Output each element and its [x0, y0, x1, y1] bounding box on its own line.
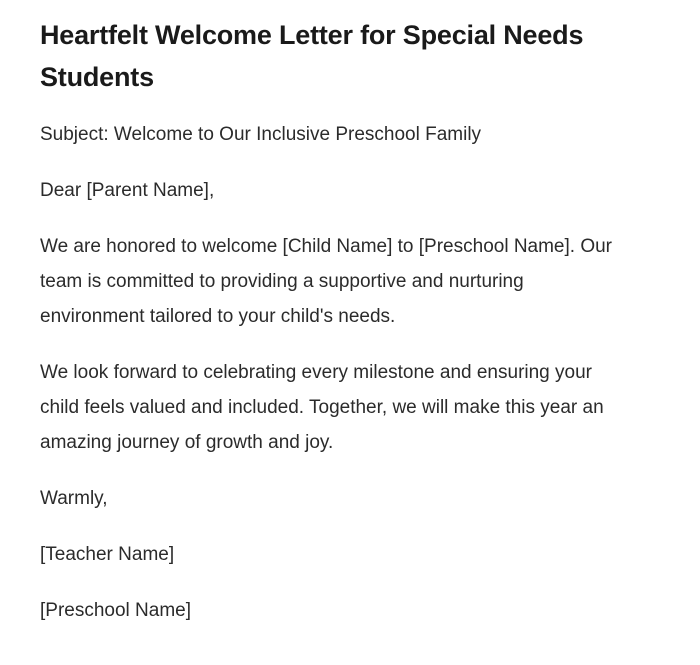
body-paragraph-2: We look forward to celebrating every milestone and ensuring your child feels valued and included. Together, we will make this year an amazing journey of growth and joy. — [40, 362, 604, 453]
signature-preschool: [Preschool Name] — [40, 600, 192, 621]
signature-teacher: [Teacher Name] — [40, 544, 175, 565]
page-title: Heartfelt Welcome Letter for Special Needs Students — [40, 20, 584, 92]
closing: Warmly, — [40, 488, 108, 509]
body-paragraph-1: We are honored to welcome [Child Name] to [Preschool Name]. Our team is committed to providing a supportive and nurturing environment tailored to your child's needs. — [40, 236, 613, 327]
letter-body — [40, 117, 620, 628]
salutation: Dear [Parent Name], — [40, 180, 215, 201]
subject-line: Subject: Welcome to Our Inclusive Preschool Family — [40, 124, 482, 145]
